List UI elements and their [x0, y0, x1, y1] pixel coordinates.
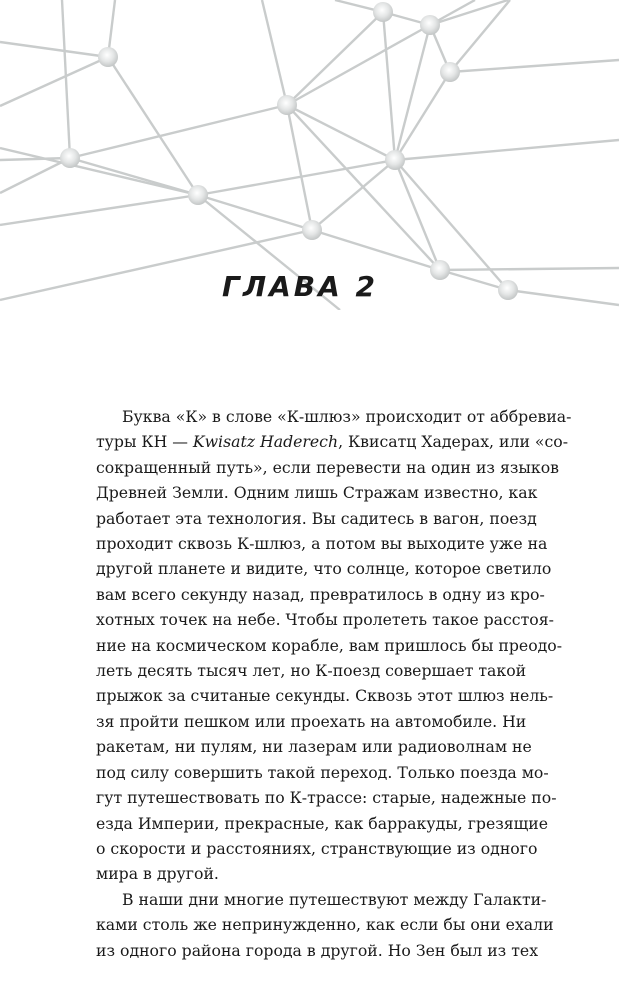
network-node: [440, 62, 460, 82]
text-line: о скорости и расстояниях, странствующие из одного: [96, 838, 538, 858]
text-line: зя пройти пешком или проехать на автомобиле. Ни: [96, 711, 527, 731]
text-line: леть десять тысяч лет, но К-поезд совершает такой: [96, 661, 527, 681]
text-line: другой планете и видите, что солнце, которое светило: [96, 559, 552, 579]
text-line: проходит сквозь К-шлюз, а потом вы выходите уже на: [96, 534, 548, 554]
text-line: под силу совершить такой переход. Только поезда мо-: [96, 762, 549, 782]
text-line: В наши дни многие путешествуют между Галакти-: [122, 889, 547, 909]
text-line: гут путешествовать по К-трассе: старые, надежные по-: [96, 788, 557, 808]
network-node: [98, 47, 118, 67]
text-line: ками столь же непринужденно, как если бы они ехали: [96, 915, 554, 935]
italic-term: Kwisatz Haderech: [192, 432, 339, 452]
network-node: [302, 220, 322, 240]
text-line: вам всего секунду назад, превратилось в одну из кро-: [96, 584, 545, 604]
network-node: [188, 185, 208, 205]
text-line: Древней Земли. Одним лишь Стражам известно, как: [96, 483, 538, 503]
text-line: ние на космическом корабле, вам пришлось бы преодо-: [96, 635, 563, 655]
text-line: мира в другой.: [96, 864, 219, 884]
chapter-title: ГЛАВА 2: [221, 270, 378, 303]
text-line: из одного района города в другой. Но Зен был из тех: [96, 940, 539, 960]
text-line: прыжок за считаные секунды. Сквозь этот шлюз нель-: [96, 686, 554, 706]
network-node: [420, 15, 440, 35]
paragraph-1: [96, 404, 572, 887]
text-fragment: туры КН —: [96, 432, 193, 452]
network-node: [60, 148, 80, 168]
network-node: [385, 150, 405, 170]
network-nodes: [60, 2, 518, 300]
text-line: езда Империи, прекрасные, как барракуды, грезящие: [96, 813, 549, 833]
body-text: [96, 404, 572, 963]
network-decoration: [0, 0, 619, 310]
text-line: сокращенный путь», если перевести на один из языков: [96, 457, 559, 477]
network-lines: [0, 0, 619, 310]
network-node: [373, 2, 393, 22]
text-fragment: , Квисатц Хадерах, или «со-: [338, 432, 569, 452]
text-line: ракетам, ни пулям, ни лазерам или радиоволнам не: [96, 737, 532, 757]
text-line: работает эта технология. Вы садитесь в вагон, поезд: [96, 508, 537, 528]
text-line: Буква «К» в слове «К-шлюз» происходит от аббревиа-: [122, 407, 572, 426]
paragraph-2: [96, 887, 554, 963]
text-line: [96, 429, 569, 454]
text-line: хотных точек на небе. Чтобы пролететь такое расстоя-: [96, 610, 554, 630]
network-node: [277, 95, 297, 115]
